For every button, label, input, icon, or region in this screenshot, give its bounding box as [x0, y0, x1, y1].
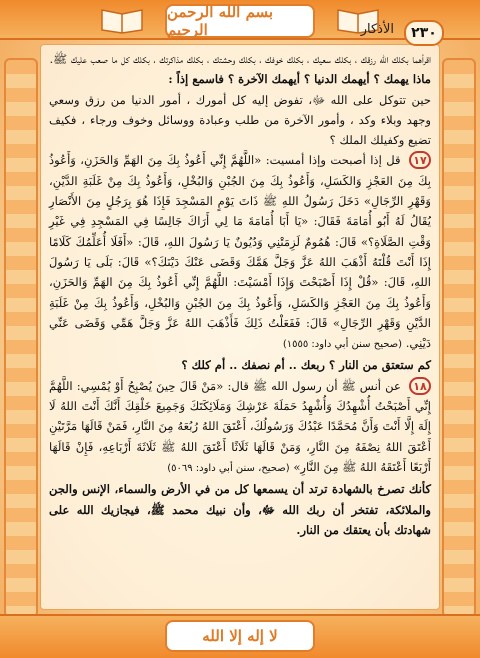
paragraph: اقرأهما بكلك الله رزقك ، بكلك سعيك ، بكلك خوفك ، بكلك وحشتك ، بكلك مذاكرتك ، بكلك كل ما صعب عليك ﷺ.	[49, 52, 431, 66]
hadith-text: عن أنس ﷺ أن رسول الله ﷺ قال: «مَنْ قَالَ حِينَ يُصْبِحُ أَوْ يُمْسِي: اللَّهُمَّ إِنِّي أَصْبَحْتُ أُشْهِدُكَ وَأُشْهِدُ حَمَلَةَ عَرْشِكَ وَمَلَائِكَتَكَ وَجَمِيعَ خَلْقِكَ أَنَّكَ أَنْتَ اللهُ لَا إِلَهَ إِلَّا أَنْتَ وَأَنَّ مُحَمَّدًا عَبْدُكَ وَرَسُولُكَ، أَعْتَقَ اللهُ رُبُعَهُ مِنَ النَّارِ، فَمَنْ قَالَهَا مَرَّتَيْنِ أَعْتَقَ اللهُ نِصْفَهُ مِنَ النَّارِ، وَمَنْ قَالَهَا ثَلَاثًا أَعْتَقَ اللهُ ﷺ ثَلَاثَةَ أَرْبَاعِهِ، فَإِنْ قَالَهَا أَرْبَعًا أَعْتَقَهُ اللهُ ﷺ مِنَ النَّارِ»	[49, 378, 431, 474]
hadith-17	[49, 150, 431, 355]
page-number: ٢٣٠	[404, 20, 444, 46]
paragraph: كأنك تصرخ بالشهادة ترتد أن يسمعها كل من في الأرض والسماء، الإنس والجن والملائكة، تفتخر أن ربك الله ﷻ، وأن نبيك محمد ﷺ، فيجازيك الله على شهادتك بأن يعتقك من النار.	[49, 482, 431, 537]
hadith-18	[49, 376, 431, 479]
hadith-reference: (صحيح سنن أبي داود: ١٥٥٥)	[282, 339, 403, 351]
left-decorative-panel	[4, 58, 38, 618]
page-content	[40, 44, 440, 610]
hadith-text: قل إذا أصبحت وإذا أمسيت: «اللَّهُمَّ إِنِّي أَعُوذُ بِكَ مِنَ الهَمِّ وَالحَزَنِ، وَأَعُوذُ بِكَ مِنَ العَجْزِ وَالكَسَلِ، وَأَعُوذُ بِكَ مِنَ الجُبْنِ وَالبُخْلِ، وَأَعُوذُ بِكَ مِنْ غَلَبَةِ الدَّيْنِ، وَقَهْرِ الرِّجَالِ» دَخَلَ رَسُولُ اللهِ ﷺ ذَاتَ يَوْمٍ المَسْجِدَ فَإِذَا هُوَ بِرَجُلٍ مِنَ الأَنْصَارِ يُقَالُ لَهُ أَبُو أُمَامَةَ فَقَالَ: «يَا أَبَا أُمَامَةَ مَا لِي أَرَاكَ جَالِسًا فِي المَسْجِدِ فِي غَيْرِ وَقْتِ الصَّلَاةِ؟» قَالَ: هُمُومٌ لَزِمَتْنِي وَدُيُونٌ يَا رَسُولَ اللهِ، قَالَ: «أَفَلَا أُعَلِّمُكَ كَلَامًا إِذَا أَنْتَ قُلْتَهُ أَذْهَبَ اللهُ عَزَّ وَجَلَّ هَمَّكَ وَقَضَى عَنْكَ دَيْنَكَ؟» قَالَ: بَلَى يَا رَسُولَ اللهِ، قَالَ: «قُلْ إِذَا أَصْبَحْتَ وَإِذَا أَمْسَيْتَ: اللَّهُمَّ إِنِّي أَعُوذُ بِكَ مِنَ الهَمِّ وَالحَزَنِ، وَأَعُوذُ بِكَ مِنَ العَجْزِ وَالكَسَلِ، وَأَعُوذُ بِكَ مِنَ الجُبْنِ وَالبُخْلِ، وَأَعُوذُ بِكَ مِنْ غَلَبَةِ الدَّيْنِ وَقَهْرِ الرِّجَالِ» قَالَ: فَفَعَلْتُ ذَلِكَ فَأَذْهَبَ اللهُ عَزَّ وَجَلَّ هَمِّي وَقَضَى عَنِّي دَيْنِي.	[49, 153, 431, 351]
paragraph: كم ستعتق من النار ؟ ربعك .. أم نصفك .. أم كلك ؟	[181, 358, 431, 373]
basmala-banner: بسم الله الرحمن الرحيم	[165, 4, 315, 38]
right-decorative-panel	[442, 58, 476, 618]
paragraph: ماذا يهمك ؟ أيهمك الدنيا ؟ أيهمك الآخرة ؟ فاسمع إذاً :	[168, 72, 431, 87]
book-icon	[100, 4, 144, 34]
shahada-banner: لا إله إلا الله	[165, 620, 315, 652]
hadith-number-badge: ١٨	[409, 377, 431, 395]
hadith-number-badge: ١٧	[409, 151, 431, 169]
section-title: الأذكار	[360, 22, 394, 37]
hadith-reference: (صحيح، سنن أبي داود: ٥٠٦٩)	[167, 462, 290, 474]
paragraph: حين تتوكل على الله ﷻ، تفوض إليه كل أمورك ، أمور الدنيا من رزق وسعي وجهد وبلاء وكد ، وأمور الآخرة من طلب وعبادة ووسائل وخوف ورجاء ، فكيف تضيع وكفيلك الملك ؟	[49, 92, 431, 148]
